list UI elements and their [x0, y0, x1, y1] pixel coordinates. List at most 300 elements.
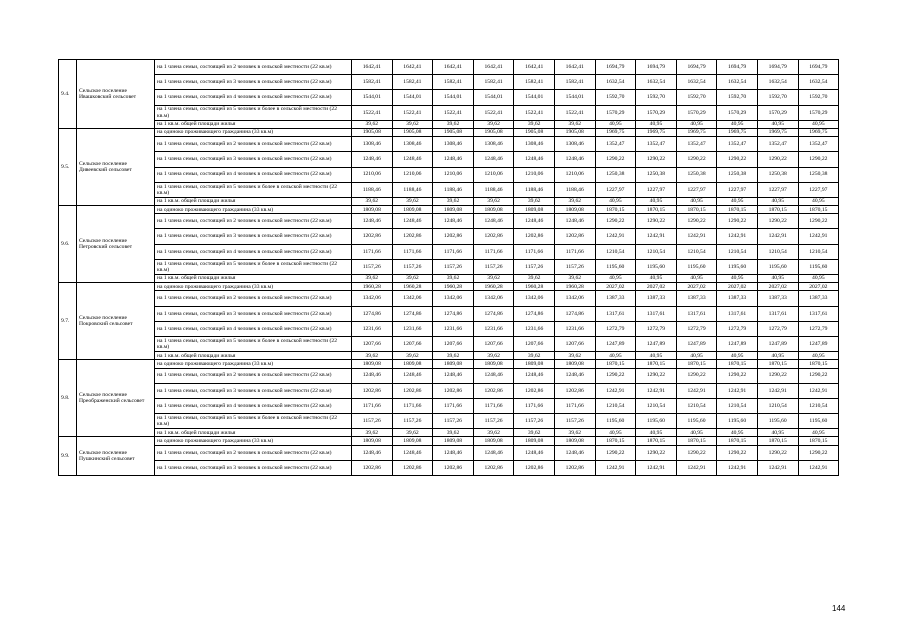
value-cell: 1694,79 — [757, 60, 798, 75]
table-row — [59, 214, 839, 229]
value-cell: 1544,01 — [392, 90, 433, 105]
value-cell: 1960,28 — [554, 283, 595, 291]
value-cell: 1227,97 — [595, 182, 636, 197]
value-cell: 1809,08 — [392, 360, 433, 368]
value-cell: 1570,29 — [636, 105, 677, 120]
table-row — [59, 206, 839, 214]
table-row — [59, 128, 839, 136]
value-cell: 1250,38 — [798, 167, 839, 182]
value-cell: 1242,91 — [757, 460, 798, 475]
value-cell: 1231,66 — [433, 321, 474, 336]
table-row — [59, 244, 839, 259]
value-cell: 1171,66 — [514, 244, 555, 259]
value-cell: 1905,08 — [352, 128, 393, 136]
value-cell: 1195,60 — [717, 259, 758, 274]
value-cell: 1870,15 — [757, 360, 798, 368]
value-cell: 1582,41 — [433, 75, 474, 90]
value-cell: 1642,41 — [554, 60, 595, 75]
value-cell: 1870,15 — [676, 206, 717, 214]
value-cell: 1207,66 — [392, 336, 433, 351]
value-cell: 40,95 — [798, 275, 839, 283]
value-cell: 1247,89 — [595, 336, 636, 351]
value-cell: 1210,54 — [595, 244, 636, 259]
value-cell: 1809,08 — [473, 206, 514, 214]
value-cell: 39,62 — [473, 120, 514, 128]
value-cell: 1570,29 — [717, 105, 758, 120]
value-cell: 1960,28 — [433, 283, 474, 291]
value-cell: 1242,91 — [757, 229, 798, 244]
value-cell: 1809,08 — [433, 437, 474, 445]
table-row — [59, 60, 839, 75]
value-cell: 1387,33 — [757, 291, 798, 306]
value-cell: 1231,66 — [554, 321, 595, 336]
value-cell: 1274,86 — [392, 306, 433, 321]
row-label: на 1 члена семьи, состоящей из 3 человек в сельской местности (22 кв.м) — [155, 152, 352, 167]
value-cell: 1171,66 — [473, 398, 514, 413]
value-cell: 1202,86 — [514, 229, 555, 244]
value-cell: 1210,06 — [433, 167, 474, 182]
value-cell: 39,62 — [352, 352, 393, 360]
value-cell: 1387,33 — [798, 291, 839, 306]
value-cell: 1905,08 — [554, 128, 595, 136]
value-cell: 1157,26 — [473, 259, 514, 274]
row-label: на 1 члена семьи, состоящей из 2 человек в сельской местности (22 кв.м) — [155, 60, 352, 75]
value-cell: 1272,79 — [636, 321, 677, 336]
value-cell: 1642,41 — [392, 60, 433, 75]
value-cell: 1171,66 — [352, 398, 393, 413]
table-row — [59, 259, 839, 274]
value-cell: 1242,91 — [717, 229, 758, 244]
value-cell: 40,95 — [636, 429, 677, 437]
value-cell: 1248,46 — [473, 152, 514, 167]
value-cell: 1210,06 — [352, 167, 393, 182]
table-row — [59, 291, 839, 306]
row-label: на одиноко проживающего гражданина (33 кв.м) — [155, 437, 352, 445]
value-cell: 1960,28 — [514, 283, 555, 291]
value-cell: 1809,08 — [554, 206, 595, 214]
value-cell: 1227,97 — [717, 182, 758, 197]
value-cell: 39,62 — [392, 275, 433, 283]
table-row — [59, 306, 839, 321]
value-cell: 1522,41 — [554, 105, 595, 120]
value-cell: 1202,86 — [554, 383, 595, 398]
value-cell: 1272,79 — [595, 321, 636, 336]
value-cell: 1247,89 — [798, 336, 839, 351]
value-cell: 1202,86 — [554, 229, 595, 244]
value-cell: 1242,91 — [595, 460, 636, 475]
value-cell: 1342,06 — [433, 291, 474, 306]
value-cell: 1592,70 — [595, 90, 636, 105]
row-label: на 1 члена семьи, состоящей из 2 человек в сельской местности (22 кв.м) — [155, 214, 352, 229]
value-cell: 1210,06 — [473, 167, 514, 182]
value-cell: 1960,28 — [392, 283, 433, 291]
value-cell: 1809,08 — [473, 360, 514, 368]
value-cell: 1870,15 — [595, 206, 636, 214]
value-cell: 1694,79 — [676, 60, 717, 75]
value-cell: 1210,54 — [798, 398, 839, 413]
value-cell: 1969,75 — [676, 128, 717, 136]
value-cell: 1210,54 — [676, 244, 717, 259]
value-cell: 1210,06 — [554, 167, 595, 182]
value-cell: 1171,66 — [392, 244, 433, 259]
value-cell: 39,62 — [352, 120, 393, 128]
value-cell: 1592,70 — [676, 90, 717, 105]
value-cell: 39,62 — [554, 120, 595, 128]
value-cell: 1248,46 — [514, 445, 555, 460]
value-cell: 1905,08 — [514, 128, 555, 136]
value-cell: 1809,08 — [392, 437, 433, 445]
value-cell: 1809,08 — [514, 437, 555, 445]
value-cell: 40,95 — [676, 275, 717, 283]
row-label: на 1 члена семьи, состоящей из 5 человек и более в сельской местности (22 кв.м) — [155, 182, 352, 197]
value-cell: 1188,46 — [392, 182, 433, 197]
value-cell: 1207,66 — [352, 336, 393, 351]
row-label: на 1 члена семьи, состоящей из 4 человек в сельской местности (22 кв.м) — [155, 90, 352, 105]
value-cell: 1248,46 — [473, 445, 514, 460]
value-cell: 1290,22 — [757, 214, 798, 229]
value-cell: 1317,61 — [595, 306, 636, 321]
value-cell: 40,95 — [636, 120, 677, 128]
value-cell: 1248,46 — [554, 368, 595, 383]
value-cell: 1207,66 — [514, 336, 555, 351]
value-cell: 1290,22 — [798, 152, 839, 167]
value-cell: 1227,97 — [757, 182, 798, 197]
value-cell: 1290,22 — [676, 445, 717, 460]
value-cell: 1188,46 — [352, 182, 393, 197]
value-cell: 40,95 — [798, 120, 839, 128]
value-cell: 1352,47 — [595, 137, 636, 152]
value-cell: 1210,54 — [717, 244, 758, 259]
value-cell: 1809,08 — [433, 206, 474, 214]
value-cell: 1870,15 — [636, 437, 677, 445]
value-cell: 1960,28 — [473, 283, 514, 291]
value-cell: 1632,54 — [676, 75, 717, 90]
value-cell: 1248,46 — [554, 214, 595, 229]
value-cell: 1188,46 — [514, 182, 555, 197]
value-cell: 1570,29 — [798, 105, 839, 120]
value-cell: 1290,22 — [595, 368, 636, 383]
value-cell: 39,62 — [514, 197, 555, 205]
value-cell: 1809,08 — [352, 360, 393, 368]
table-row — [59, 283, 839, 291]
value-cell: 1248,46 — [514, 152, 555, 167]
value-cell: 40,95 — [676, 120, 717, 128]
row-label: на 1 члена семьи, состоящей из 5 человек и более в сельской местности (22 кв.м) — [155, 259, 352, 274]
value-cell: 39,62 — [554, 275, 595, 283]
value-cell: 1870,15 — [636, 360, 677, 368]
value-cell: 1290,22 — [717, 214, 758, 229]
value-cell: 1870,15 — [676, 437, 717, 445]
value-cell: 1387,33 — [595, 291, 636, 306]
value-cell: 1905,08 — [433, 128, 474, 136]
value-cell: 39,62 — [514, 429, 555, 437]
value-cell: 1290,22 — [798, 214, 839, 229]
value-cell: 1202,86 — [473, 383, 514, 398]
row-label: на одиноко проживающего гражданина (33 кв.м) — [155, 360, 352, 368]
value-cell: 1202,86 — [433, 229, 474, 244]
value-cell: 1632,54 — [717, 75, 758, 90]
value-cell: 1582,41 — [514, 75, 555, 90]
value-cell: 1247,89 — [636, 336, 677, 351]
value-cell: 1809,08 — [514, 206, 555, 214]
value-cell: 1290,22 — [717, 368, 758, 383]
value-cell: 1248,46 — [433, 368, 474, 383]
value-cell: 1195,60 — [798, 259, 839, 274]
table-row — [59, 429, 839, 437]
row-label: на 1 члена семьи, состоящей из 3 человек в сельской местности (22 кв.м) — [155, 75, 352, 90]
value-cell: 1171,66 — [554, 398, 595, 413]
value-cell: 1248,46 — [392, 152, 433, 167]
value-cell: 1248,46 — [352, 445, 393, 460]
settlement-name: Сельское поселение Преображенский сельсовет — [77, 360, 155, 437]
value-cell: 1157,26 — [352, 259, 393, 274]
value-cell: 1242,91 — [636, 383, 677, 398]
value-cell: 1247,89 — [676, 336, 717, 351]
value-cell: 1195,60 — [757, 414, 798, 429]
value-cell: 1227,97 — [798, 182, 839, 197]
value-cell: 40,95 — [595, 275, 636, 283]
value-cell: 1592,70 — [757, 90, 798, 105]
value-cell: 39,62 — [392, 352, 433, 360]
value-cell: 39,62 — [514, 275, 555, 283]
value-cell: 1592,70 — [636, 90, 677, 105]
value-cell: 1210,54 — [798, 244, 839, 259]
value-cell: 39,62 — [473, 429, 514, 437]
value-cell: 1387,33 — [636, 291, 677, 306]
value-cell: 1317,61 — [717, 306, 758, 321]
value-cell: 1157,26 — [392, 259, 433, 274]
value-cell: 1308,46 — [392, 137, 433, 152]
value-cell: 1632,54 — [798, 75, 839, 90]
value-cell: 1202,86 — [392, 383, 433, 398]
value-cell: 1342,06 — [554, 291, 595, 306]
value-cell: 1694,79 — [717, 60, 758, 75]
value-cell: 1290,22 — [676, 152, 717, 167]
table-row — [59, 167, 839, 182]
value-cell: 1157,26 — [473, 414, 514, 429]
value-cell: 39,62 — [554, 352, 595, 360]
tariff-table-body — [59, 60, 839, 476]
value-cell: 1248,46 — [554, 152, 595, 167]
table-row — [59, 90, 839, 105]
value-cell: 1248,46 — [473, 214, 514, 229]
value-cell: 1210,54 — [757, 398, 798, 413]
value-cell: 40,95 — [676, 197, 717, 205]
value-cell: 1210,54 — [717, 398, 758, 413]
value-cell: 40,95 — [717, 197, 758, 205]
settlement-name: Сельское поселение Дивеевский сельсовет — [77, 128, 155, 205]
value-cell: 1809,08 — [514, 360, 555, 368]
value-cell: 1290,22 — [798, 445, 839, 460]
table-row — [59, 182, 839, 197]
value-cell: 40,95 — [757, 120, 798, 128]
value-cell: 1592,70 — [717, 90, 758, 105]
value-cell: 40,95 — [798, 429, 839, 437]
value-cell: 1290,22 — [717, 152, 758, 167]
value-cell: 1242,91 — [717, 383, 758, 398]
value-cell: 1195,60 — [636, 259, 677, 274]
value-cell: 1207,66 — [473, 336, 514, 351]
value-cell: 1207,66 — [433, 336, 474, 351]
value-cell: 1317,61 — [636, 306, 677, 321]
value-cell: 1809,08 — [352, 206, 393, 214]
row-label: на 1 члена семьи, состоящей из 5 человек и более в сельской местности (22 кв.м) — [155, 105, 352, 120]
value-cell: 1544,01 — [554, 90, 595, 105]
value-cell: 1352,47 — [757, 137, 798, 152]
value-cell: 1352,47 — [798, 137, 839, 152]
value-cell: 1544,01 — [473, 90, 514, 105]
value-cell: 1290,22 — [717, 445, 758, 460]
value-cell: 1242,91 — [595, 229, 636, 244]
value-cell: 1522,41 — [473, 105, 514, 120]
value-cell: 1290,22 — [757, 152, 798, 167]
value-cell: 1870,15 — [717, 437, 758, 445]
value-cell: 1317,61 — [798, 306, 839, 321]
row-label: на 1 кв.м. общей площади жилья — [155, 352, 352, 360]
value-cell: 1870,15 — [798, 437, 839, 445]
value-cell: 1960,28 — [352, 283, 393, 291]
value-cell: 1905,08 — [392, 128, 433, 136]
value-cell: 1387,33 — [676, 291, 717, 306]
value-cell: 1694,79 — [798, 60, 839, 75]
value-cell: 1248,46 — [392, 368, 433, 383]
value-cell: 1632,54 — [595, 75, 636, 90]
value-cell: 1248,46 — [352, 152, 393, 167]
row-label: на 1 члена семьи, состоящей из 5 человек и более в сельской местности (22 кв.м) — [155, 336, 352, 351]
value-cell: 1157,26 — [554, 414, 595, 429]
value-cell: 40,95 — [676, 352, 717, 360]
value-cell: 1272,79 — [676, 321, 717, 336]
value-cell: 1171,66 — [473, 244, 514, 259]
value-cell: 40,95 — [717, 352, 758, 360]
value-cell: 40,95 — [676, 429, 717, 437]
value-cell: 1231,66 — [352, 321, 393, 336]
value-cell: 1242,91 — [798, 460, 839, 475]
value-cell: 1248,46 — [352, 368, 393, 383]
value-cell: 1242,91 — [676, 383, 717, 398]
value-cell: 1342,06 — [473, 291, 514, 306]
section-number: 9.8. — [59, 360, 77, 437]
value-cell: 1250,38 — [717, 167, 758, 182]
value-cell: 1870,15 — [595, 360, 636, 368]
value-cell: 39,62 — [554, 197, 595, 205]
value-cell: 1274,86 — [352, 306, 393, 321]
value-cell: 1290,22 — [636, 214, 677, 229]
value-cell: 1642,41 — [473, 60, 514, 75]
value-cell: 1342,06 — [392, 291, 433, 306]
value-cell: 1352,47 — [676, 137, 717, 152]
value-cell: 39,62 — [473, 352, 514, 360]
value-cell: 1250,38 — [676, 167, 717, 182]
value-cell: 1694,79 — [595, 60, 636, 75]
table-row — [59, 321, 839, 336]
value-cell: 1157,26 — [554, 259, 595, 274]
value-cell: 1227,97 — [676, 182, 717, 197]
row-label: на одиноко проживающего гражданина (33 кв.м) — [155, 283, 352, 291]
value-cell: 1274,86 — [473, 306, 514, 321]
value-cell: 1274,86 — [554, 306, 595, 321]
value-cell: 1210,54 — [636, 398, 677, 413]
value-cell: 40,95 — [757, 429, 798, 437]
value-cell: 39,62 — [392, 120, 433, 128]
value-cell: 1202,86 — [392, 460, 433, 475]
value-cell: 40,95 — [595, 352, 636, 360]
value-cell: 1387,33 — [717, 291, 758, 306]
value-cell: 1202,86 — [473, 460, 514, 475]
value-cell: 1171,66 — [433, 244, 474, 259]
value-cell: 2027,02 — [757, 283, 798, 291]
value-cell: 39,62 — [392, 197, 433, 205]
value-cell: 1290,22 — [676, 368, 717, 383]
value-cell: 2027,02 — [595, 283, 636, 291]
value-cell: 1308,46 — [473, 137, 514, 152]
value-cell: 39,62 — [433, 275, 474, 283]
value-cell: 1308,46 — [433, 137, 474, 152]
value-cell: 1582,41 — [554, 75, 595, 90]
row-label: на 1 члена семьи, состоящей из 4 человек в сельской местности (22 кв.м) — [155, 398, 352, 413]
value-cell: 2027,02 — [717, 283, 758, 291]
table-row — [59, 275, 839, 283]
value-cell: 1248,46 — [433, 152, 474, 167]
value-cell: 1202,86 — [433, 383, 474, 398]
value-cell: 1195,60 — [798, 414, 839, 429]
row-label: на 1 члена семьи, состоящей из 2 человек в сельской местности (22 кв.м) — [155, 137, 352, 152]
value-cell: 1290,22 — [595, 214, 636, 229]
value-cell: 40,95 — [757, 197, 798, 205]
value-cell: 1231,66 — [392, 321, 433, 336]
settlement-name: Сельское поселение Пушкинский сельсовет — [77, 437, 155, 476]
value-cell: 1157,26 — [514, 259, 555, 274]
row-label: на одиноко проживающего гражданина (33 кв.м) — [155, 206, 352, 214]
value-cell: 1202,86 — [352, 383, 393, 398]
value-cell: 1171,66 — [392, 398, 433, 413]
value-cell: 1272,79 — [757, 321, 798, 336]
value-cell: 1570,29 — [676, 105, 717, 120]
row-label: на 1 члена семьи, состоящей из 2 человек в сельской местности (22 кв.м) — [155, 445, 352, 460]
value-cell: 1522,41 — [514, 105, 555, 120]
value-cell: 1290,22 — [595, 445, 636, 460]
table-row — [59, 105, 839, 120]
value-cell: 1582,41 — [352, 75, 393, 90]
value-cell: 1308,46 — [352, 137, 393, 152]
value-cell: 1544,01 — [514, 90, 555, 105]
table-row — [59, 229, 839, 244]
value-cell: 40,95 — [636, 197, 677, 205]
value-cell: 1188,46 — [433, 182, 474, 197]
value-cell: 1188,46 — [473, 182, 514, 197]
value-cell: 1809,08 — [433, 360, 474, 368]
row-label: на 1 члена семьи, состоящей из 3 человек в сельской местности (22 кв.м) — [155, 383, 352, 398]
value-cell: 1202,86 — [392, 229, 433, 244]
row-label: на одиноко проживающего гражданина (33 кв.м) — [155, 128, 352, 136]
value-cell: 1202,86 — [514, 460, 555, 475]
value-cell: 1171,66 — [433, 398, 474, 413]
value-cell: 1809,08 — [352, 437, 393, 445]
value-cell: 1544,01 — [352, 90, 393, 105]
table-row — [59, 460, 839, 475]
section-number: 9.9. — [59, 437, 77, 476]
tariff-table — [58, 59, 839, 476]
table-row — [59, 398, 839, 413]
value-cell: 1809,08 — [554, 437, 595, 445]
section-number: 9.6. — [59, 206, 77, 283]
value-cell: 40,95 — [595, 197, 636, 205]
value-cell: 1308,46 — [554, 137, 595, 152]
value-cell: 1248,46 — [433, 445, 474, 460]
value-cell: 1870,15 — [757, 437, 798, 445]
row-label: на 1 члена семьи, состоящей из 4 человек в сельской местности (22 кв.м) — [155, 321, 352, 336]
value-cell: 1905,08 — [473, 128, 514, 136]
